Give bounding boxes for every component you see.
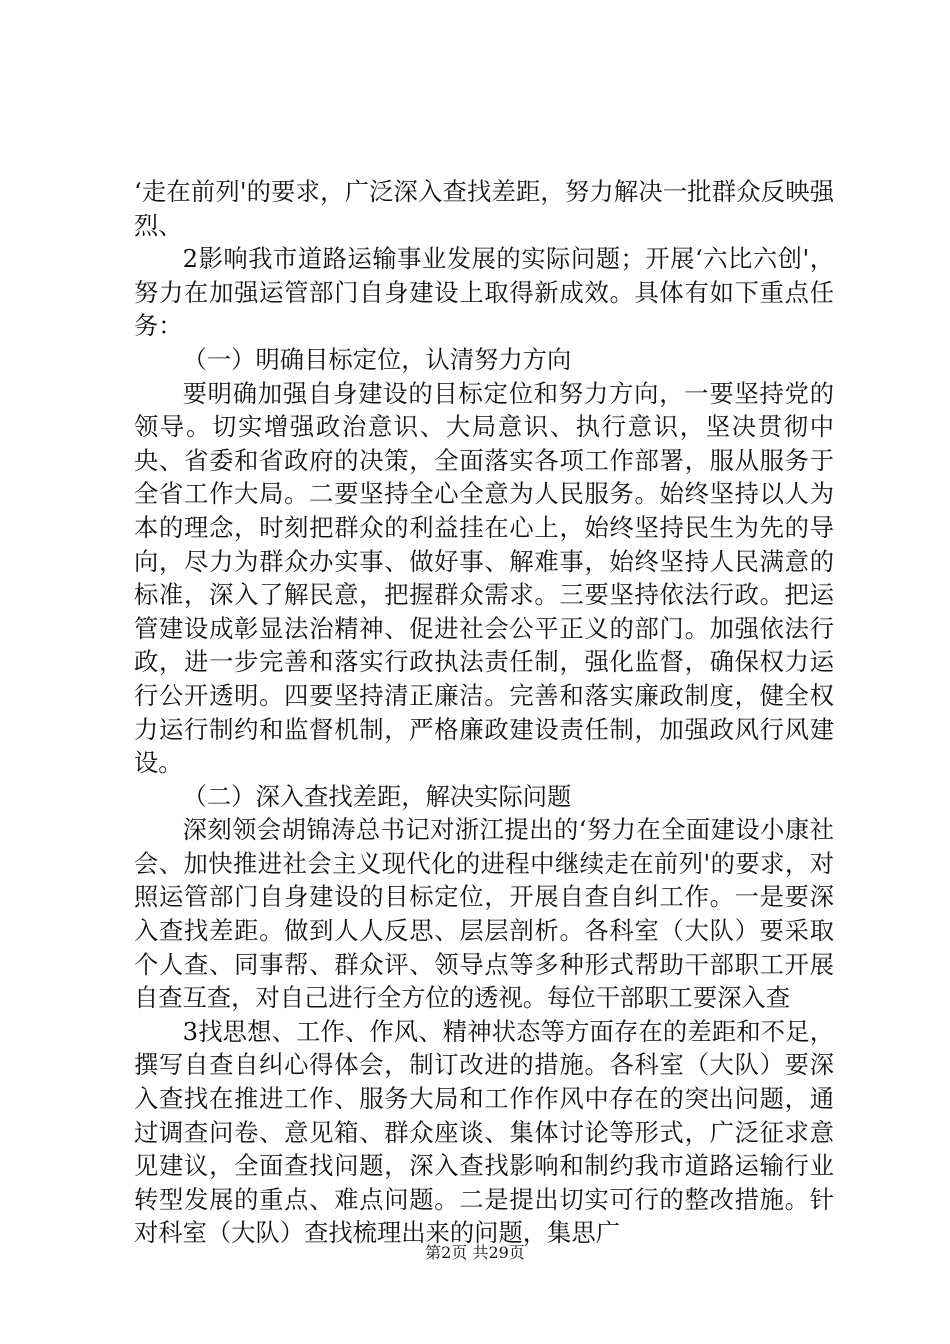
section-heading-2: （二）深入查找差距，解决实际问题	[182, 781, 572, 811]
paragraph-3: 要明确加强自身建设的目标定位和努力方向，一要坚持党的领导。切实增强政治意识、大局意识、执行意识，坚决贯彻中央、省委和省政府的决策，全面落实各项工作部署，服从服务于全省工作大局。二要坚持全心全意为人民服务。始终坚持以人为本的理念，时刻把群众的利益挂在心上，始终坚持民生为先的导向，尽力为群众办实事、做好事、解难事，始终坚持人民满意的标准，深入了解民意，把握群众需求。三要坚持依法行政。把运管建设成彰显法治精神、促进社会公平正义的部门。加强依法行政，进一步完善和落实行政执法责任制，强化监督，确保权力运行公开透明。四要坚持清正廉洁。完善和落实廉政制度，健全权力运行制约和监督机制，严格廉政建设责任制，加强政风行风建设。	[134, 378, 834, 778]
paragraph-2: 2影响我市道路运输事业发展的实际问题；开展‘六比六创'，努力在加强运管部门自身建设上取得新成效。具体有如下重点任务：	[134, 244, 834, 341]
paragraph-1: ‘走在前列'的要求，广泛深入查找差距，努力解决一批群众反映强烈、	[134, 177, 834, 240]
paragraph-4: 深刻领会胡锦涛总书记对浙江提出的‘努力在全面建设小康社会、加快推进社会主义现代化的进程中继续走在前列'的要求，对照运管部门自身建设的目标定位，开展自查自纠工作。一是要深入查找差距。做到人人反思、层层剖析。各科室（大队）要采取个人查、同事帮、群众评、领导点等多种形式帮助干部职工开展自查互查，对自己进行全方位的透视。每位干部职工要深入查	[134, 815, 834, 1013]
paragraph-5: 3找思想、工作、作风、精神状态等方面存在的差距和不足，撰写自查自纠心得体会，制订改进的措施。各科室（大队）要深入查找在推进工作、服务大局和工作作风中存在的突出问题，通过调查问卷、意见箱、群众座谈、集体讨论等形式，广泛征求意见建议，全面查找问题，深入查找影响和制约我市道路运输行业转型发展的重点、难点问题。二是提出切实可行的整改措施。针对科室（大队）查找梳理出来的问题，集思广	[134, 1016, 834, 1248]
section-heading-1: （一）明确目标定位，认清努力方向	[182, 344, 572, 374]
document-body	[134, 175, 834, 1250]
page-number-footer: 第2页 共29页	[425, 1243, 525, 1262]
